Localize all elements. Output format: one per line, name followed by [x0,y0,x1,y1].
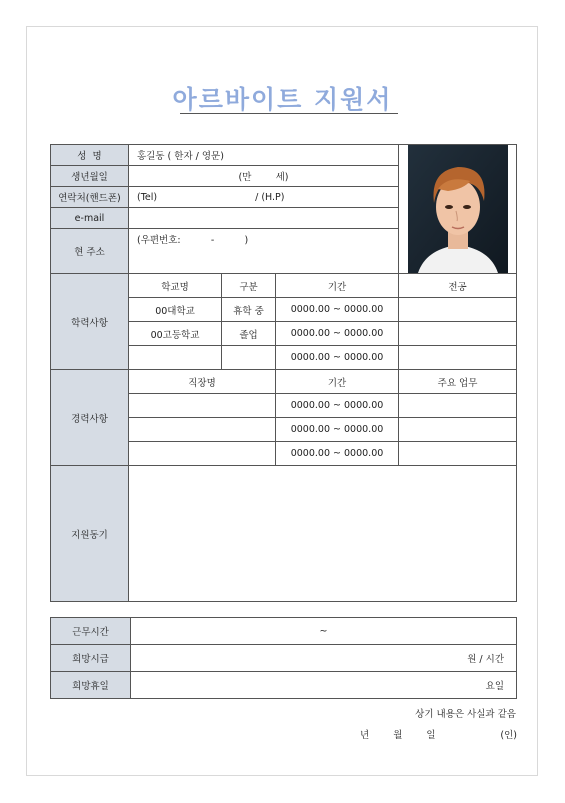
dayoff-label: 희망휴일 [51,672,131,699]
dayoff-field[interactable]: 요일 [131,672,517,699]
address-field[interactable]: (우편번호: - ) [129,229,399,274]
applicant-photo [399,145,517,274]
career-col-company: 직장명 [129,370,276,394]
edu-major-cell[interactable] [399,346,517,370]
edu-type-cell[interactable] [222,346,276,370]
edu-period-cell[interactable]: 0000.00 ~ 0000.00 [276,322,399,346]
wage-field[interactable]: 원 / 시간 [131,645,517,672]
edu-school-cell[interactable] [129,346,222,370]
title-underline [180,113,398,114]
career-header-row [51,370,517,394]
hp-label: / (H.P) [255,191,285,203]
career-period-cell[interactable]: 0000.00 ~ 0000.00 [276,394,399,418]
wage-label: 희망시급 [51,645,131,672]
motivation-field[interactable] [129,466,517,602]
document-title: 아르바이트 지원서 [172,85,393,114]
edu-type-cell[interactable]: 졸업 [222,322,276,346]
career-period-cell[interactable]: 0000.00 ~ 0000.00 [276,442,399,466]
career-duty-cell[interactable] [399,394,517,418]
name-label: 성 명 [51,145,129,166]
day-label: 일 [426,730,436,741]
career-company-cell[interactable] [129,442,276,466]
career-duty-cell[interactable] [399,442,517,466]
career-company-cell[interactable] [129,394,276,418]
work-conditions-table [50,617,517,699]
edu-col-school: 학교명 [129,274,222,298]
edu-period-cell[interactable]: 0000.00 ~ 0000.00 [276,346,399,370]
contact-field[interactable] [129,187,399,208]
portrait-image [408,145,508,273]
date-signature-line [360,727,517,741]
education-header-row [51,274,517,298]
seal-label: (인) [500,730,517,741]
email-label: e-mail [51,208,129,229]
tel-label: (Tel) [137,191,158,203]
confirmation-statement: 상기 내용은 사실과 같음 [415,709,516,720]
career-company-cell[interactable] [129,418,276,442]
edu-major-cell[interactable] [399,322,517,346]
birth-field[interactable]: (만 세) [129,166,399,187]
edu-type-cell[interactable]: 휴학 중 [222,298,276,322]
hours-row [51,618,517,645]
edu-col-period: 기간 [276,274,399,298]
career-label: 경력사항 [51,370,129,466]
wage-row [51,645,517,672]
contact-label: 연락처(핸드폰) [51,187,129,208]
dayoff-row [51,672,517,699]
year-label: 년 [360,730,370,741]
name-row [51,145,517,166]
hours-field[interactable]: ~ [131,618,517,645]
hours-label: 근무시간 [51,618,131,645]
career-period-cell[interactable]: 0000.00 ~ 0000.00 [276,418,399,442]
edu-col-major: 전공 [399,274,517,298]
edu-school-cell[interactable]: 00고등학교 [129,322,222,346]
motivation-row [51,466,517,602]
edu-major-cell[interactable] [399,298,517,322]
career-col-duty: 주요 업무 [399,370,517,394]
career-duty-cell[interactable] [399,418,517,442]
email-field[interactable] [129,208,399,229]
application-form-table [50,144,517,602]
birth-label: 생년월일 [51,166,129,187]
edu-col-type: 구분 [222,274,276,298]
edu-school-cell[interactable]: 00대학교 [129,298,222,322]
month-label: 월 [393,730,403,741]
name-field[interactable]: 홍길동 ( 한자 / 영문) [129,145,399,166]
career-col-period: 기간 [276,370,399,394]
edu-period-cell[interactable]: 0000.00 ~ 0000.00 [276,298,399,322]
motivation-label: 지원동기 [51,466,129,602]
address-label: 현 주소 [51,229,129,274]
education-label: 학력사항 [51,274,129,370]
